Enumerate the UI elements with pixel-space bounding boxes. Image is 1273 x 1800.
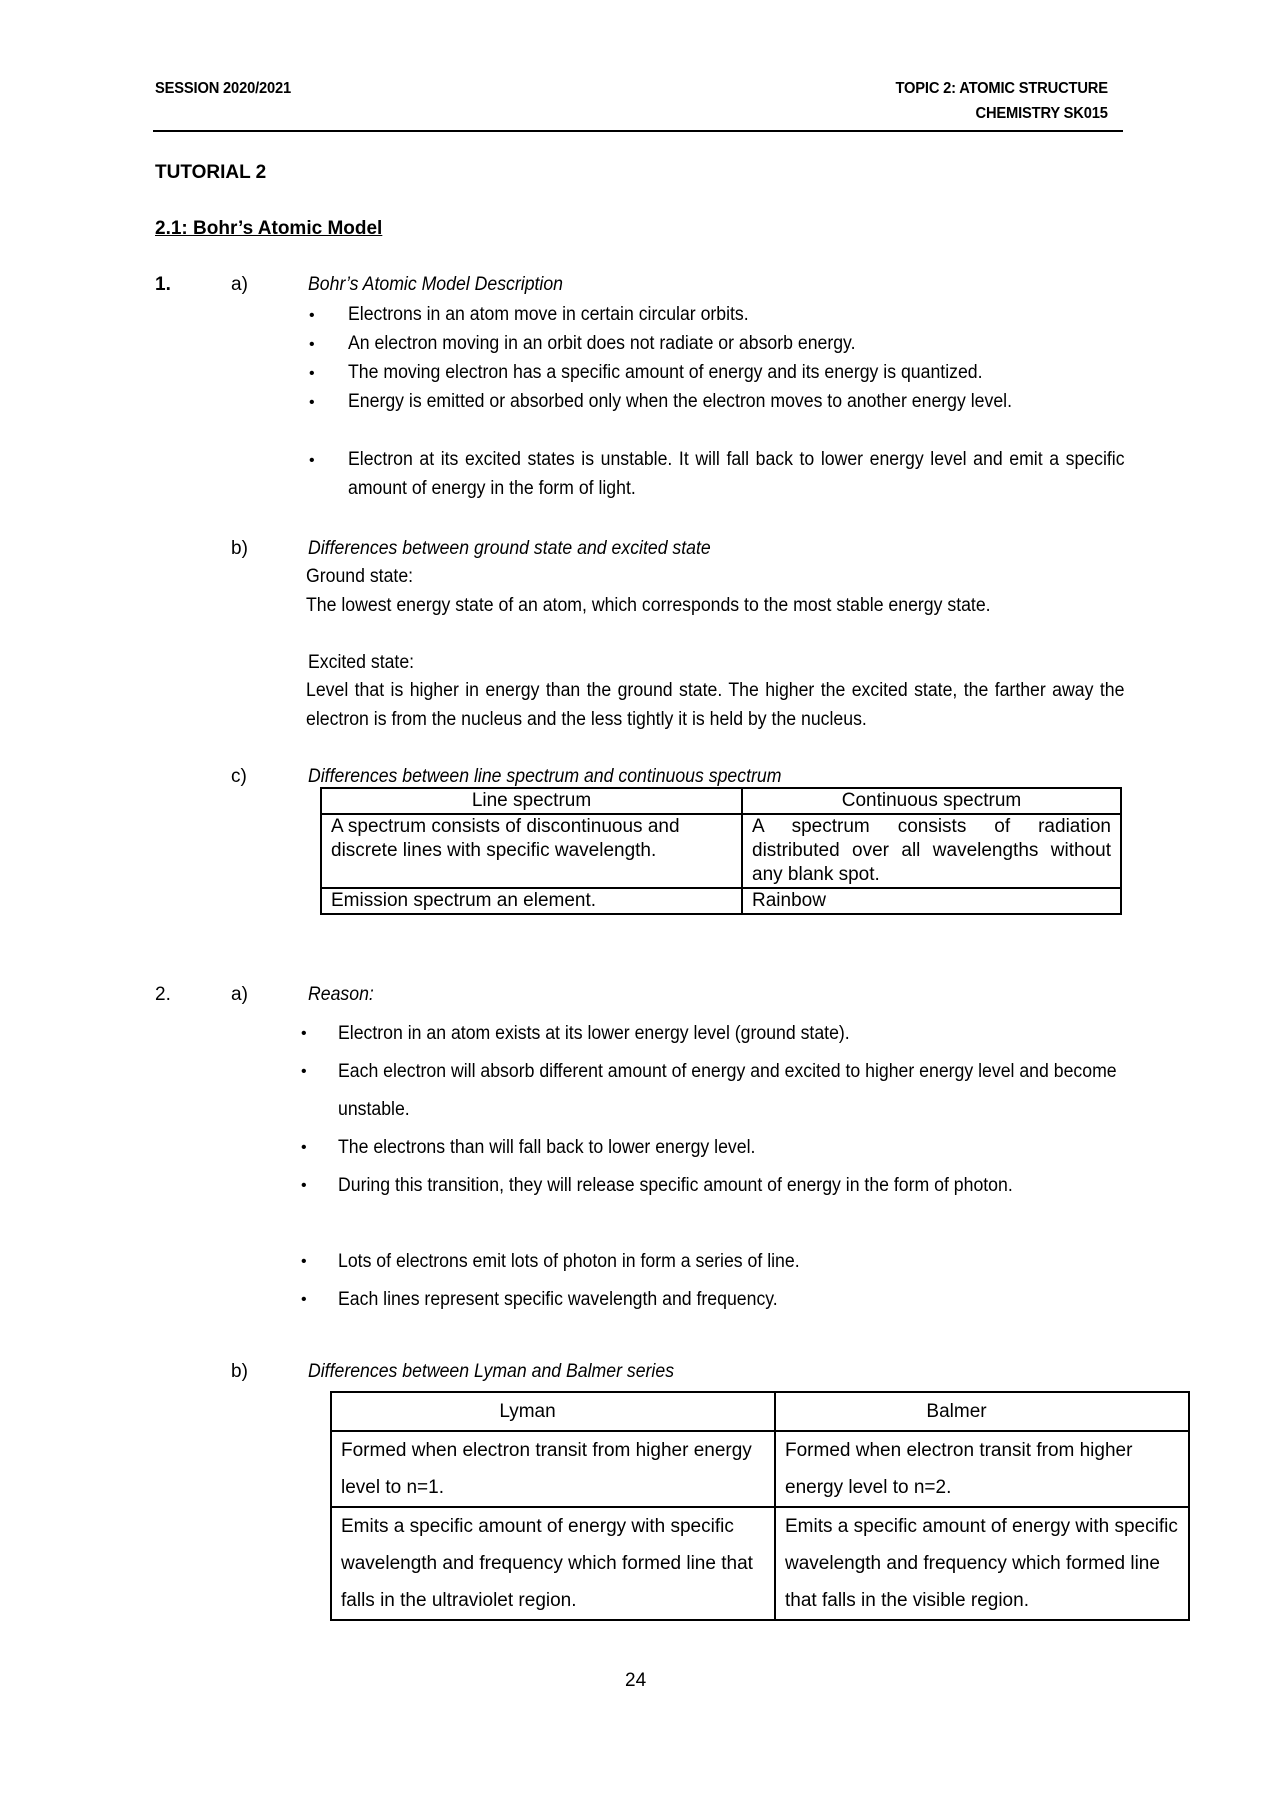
- q1c-title: Differences between line spectrum and continuous spectrum: [308, 766, 782, 787]
- table-cell: Emits a specific amount of energy with specific wavelength and frequency which formed line that falls in the visible region.: [775, 1507, 1189, 1620]
- bullet-icon: •: [309, 336, 315, 353]
- q2b-title: Differences between Lyman and Balmer series: [308, 1361, 675, 1382]
- table-cell: Rainbow: [742, 888, 1121, 914]
- bullet-icon: •: [301, 1139, 307, 1156]
- excited-state-label: Excited state:: [308, 652, 415, 673]
- table-header-row: [331, 1392, 1189, 1431]
- list-item: The moving electron has a specific amount of energy and its energy is quantized.: [348, 362, 983, 383]
- lyman-balmer-table: [330, 1391, 1190, 1621]
- table-header-cell: Lyman: [331, 1392, 775, 1431]
- q1c-label: c): [231, 766, 247, 787]
- bullet-icon: •: [301, 1253, 307, 1270]
- table-header-cell: Line spectrum: [321, 788, 742, 814]
- table-row: [321, 888, 1121, 914]
- table-cell: Formed when electron transit from higher energy level to n=1.: [331, 1431, 775, 1507]
- section-heading: 2.1: Bohr’s Atomic Model: [155, 218, 383, 239]
- list-item: The electrons than will fall back to lower energy level.: [338, 1137, 756, 1158]
- ground-state-label: Ground state:: [306, 566, 414, 587]
- list-item: Electron at its excited states is unstable. It will fall back to lower energy level and emit a specific amount of energy in the form of light.: [348, 449, 1125, 499]
- page-number: 24: [625, 1670, 647, 1691]
- bullet-icon: •: [309, 452, 315, 469]
- bullet-icon: •: [301, 1177, 307, 1194]
- q2a-title: Reason:: [308, 984, 374, 1005]
- bullet-icon: •: [301, 1025, 307, 1042]
- table-row: [331, 1507, 1189, 1620]
- table-cell: A spectrum consists of radiation distributed over all wavelengths without any blank spot.: [742, 814, 1121, 888]
- bullet-icon: •: [301, 1291, 307, 1308]
- table-cell: Emission spectrum an element.: [321, 888, 742, 914]
- spectrum-comparison-table: [320, 787, 1122, 915]
- table-cell: Formed when electron transit from higher energy level to n=2.: [775, 1431, 1189, 1507]
- list-item: Electrons in an atom move in certain circular orbits.: [348, 304, 749, 325]
- excited-state-text: Level that is higher in energy than the ground state. The higher the excited state, the farther away the electron is from the nucleus and the less tightly it is held by the nucleus.: [306, 680, 1125, 730]
- q1a-title: Bohr’s Atomic Model Description: [308, 274, 564, 295]
- bullet-icon: •: [309, 307, 315, 324]
- list-item: Energy is emitted or absorbed only when the electron moves to another energy level.: [348, 391, 1012, 412]
- list-item: Each lines represent specific wavelength and frequency.: [338, 1289, 778, 1310]
- list-item: Electron in an atom exists at its lower energy level (ground state).: [338, 1023, 850, 1044]
- header-rule: [153, 130, 1123, 132]
- bullet-icon: •: [309, 394, 315, 411]
- list-item: During this transition, they will release specific amount of energy in the form of photon.: [338, 1175, 1013, 1196]
- q1a-label: a): [231, 274, 248, 295]
- list-item: Each electron will absorb different amount of energy and excited to higher energy level and become unstable.: [338, 1061, 1117, 1120]
- question-1-number: 1.: [155, 274, 171, 295]
- session-label: SESSION 2020/2021: [155, 80, 291, 97]
- course-label: CHEMISTRY SK015: [975, 105, 1108, 122]
- table-header-cell: Continuous spectrum: [742, 788, 1121, 814]
- bullet-icon: •: [301, 1063, 307, 1080]
- tutorial-title: TUTORIAL 2: [155, 162, 267, 183]
- table-cell: A spectrum consists of discontinuous and discrete lines with specific wavelength.: [321, 814, 742, 888]
- table-header-row: [321, 788, 1121, 814]
- q1b-title: Differences between ground state and excited state: [308, 538, 711, 559]
- table-header-cell: Balmer: [775, 1392, 1189, 1431]
- q1b-label: b): [231, 538, 248, 559]
- list-item: Lots of electrons emit lots of photon in form a series of line.: [338, 1251, 800, 1272]
- question-2-number: 2.: [155, 984, 171, 1005]
- topic-label: TOPIC 2: ATOMIC STRUCTURE: [895, 80, 1108, 97]
- bullet-icon: •: [309, 365, 315, 382]
- table-row: [321, 814, 1121, 888]
- q2b-label: b): [231, 1361, 248, 1382]
- list-item: An electron moving in an orbit does not radiate or absorb energy.: [348, 333, 856, 354]
- table-row: [331, 1431, 1189, 1507]
- table-cell: Emits a specific amount of energy with specific wavelength and frequency which formed line that falls in the ultraviolet region.: [331, 1507, 775, 1620]
- q2a-label: a): [231, 984, 248, 1005]
- ground-state-text: The lowest energy state of an atom, which corresponds to the most stable energy state.: [306, 595, 991, 616]
